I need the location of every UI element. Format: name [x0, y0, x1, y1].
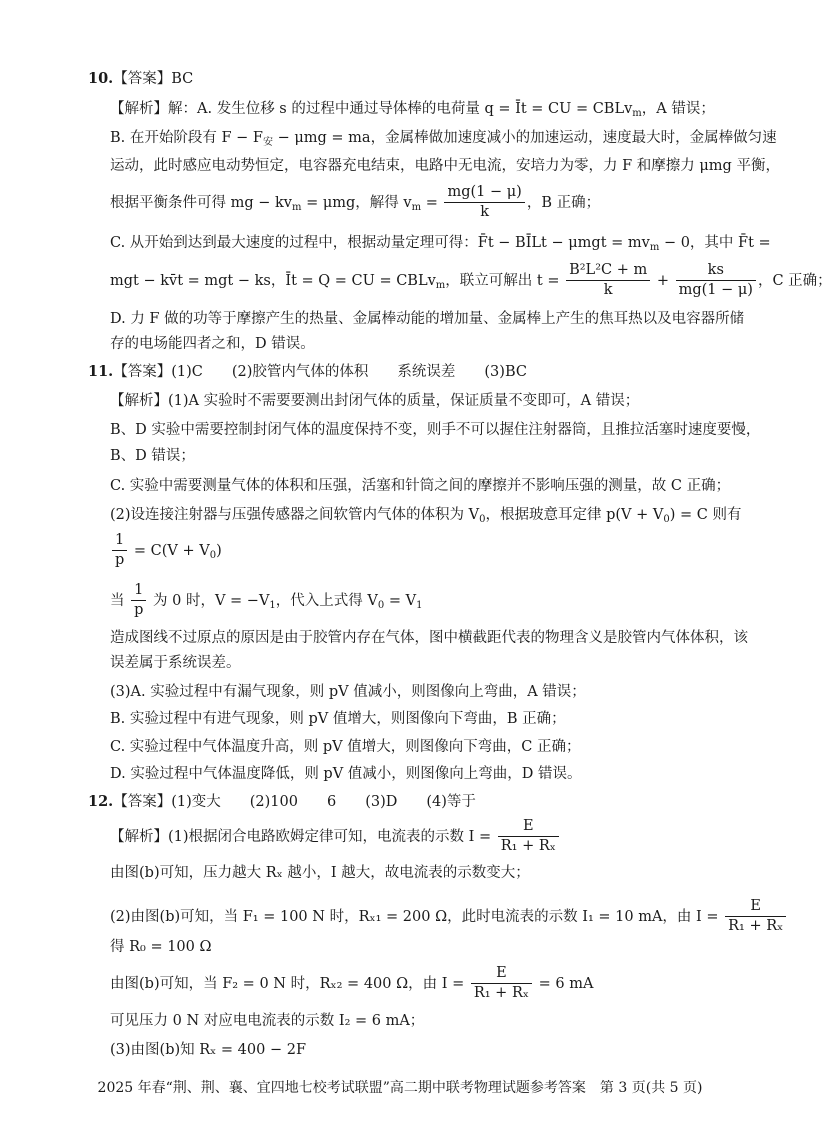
text: B. 实验过程中有进气现象，则 pV 值增大，则图像向下弯曲，B 正确；: [110, 711, 566, 727]
subscript: 1: [416, 599, 423, 611]
q11-analysis-line-6: [110, 532, 222, 570]
denominator: k: [603, 282, 613, 299]
text: mgt − kv̄t = mgt − ks，Īt = Q = CU = CBLv: [110, 272, 436, 289]
fraction: [131, 582, 146, 620]
q11-analysis-line-9: [110, 656, 241, 671]
numerator: E: [471, 965, 532, 984]
q12-analysis-line-1: [110, 818, 561, 856]
text: = μmg，解得 v: [301, 194, 412, 211]
text: =: [421, 194, 443, 211]
q11-analysis-line-8: [110, 631, 748, 646]
text: C. 实验中需要测量气体的体积和压强，活塞和针筒之间的摩擦并不影响压强的测量，故 C 正确；: [110, 478, 731, 494]
q11-analysis-line-1: [110, 394, 639, 409]
q11-analysis-line-12: [110, 740, 580, 755]
numerator: B²L²C + m: [566, 262, 650, 281]
text: ，B 正确；: [526, 194, 601, 211]
text: = V: [384, 592, 417, 609]
text: 存的电场能四者之和，D 错误。: [110, 336, 315, 352]
text: 运动，此时感应电动势恒定，电容器充电结束，电路中无电流，安培力为零，力 F 和摩擦力 μmg 平衡，: [110, 158, 780, 174]
text: ) = C 则有: [669, 507, 742, 523]
text: B. 在开始阶段有 F − F: [110, 130, 263, 146]
text: (3)A. 实验过程中有漏气现象，则 pV 值减小，则图像向上弯曲，A 错误；: [110, 684, 586, 700]
text: ，根据玻意耳定律 p(V + V: [485, 507, 664, 523]
text: C. 从开始到达到最大速度的过程中，根据动量定理可得：F̄t − BĪLt − μmgt = mv: [110, 235, 650, 251]
fraction: [112, 532, 127, 570]
q11-answer-line: [88, 365, 527, 380]
q12-number: 12.: [88, 793, 114, 810]
q10-analysis-line-6: [110, 262, 832, 300]
text: = 6 mA: [534, 975, 594, 992]
text: (2)设连接注射器与压强传感器之间软管内气体的体积为 V: [110, 507, 480, 523]
text: 【解析】(1)A 实验时不需要要测出封闭气体的质量，保证质量不变即可，A 错误；: [110, 393, 640, 409]
subscript: 0: [479, 514, 486, 525]
fraction: [471, 965, 532, 1003]
text: +: [652, 272, 674, 289]
q11-analysis-line-11: [110, 712, 566, 727]
text: − μmg = ma，金属棒做加速度减小的加速运动，速度最大时，金属棒做匀速: [272, 130, 777, 146]
q11-analysis-line-4: [110, 479, 730, 494]
q12-answer-line: [88, 795, 476, 810]
subscript: 0: [663, 514, 670, 525]
text: 造成图线不过原点的原因是由于胶管内存在气体，图中横截距代表的物理含义是胶管内气体体积，该: [110, 630, 748, 646]
q11-analysis-line-7: [110, 582, 422, 620]
q11-number: 11.: [88, 363, 114, 380]
subscript: 1: [269, 599, 276, 611]
fraction: [444, 184, 524, 222]
text: 【解析】(1)根据闭合电路欧姆定律可知，电流表的示数 I =: [110, 828, 496, 845]
text: D. 实验过程中气体温度降低，则 pV 值减小，则图像向上弯曲，D 错误。: [110, 766, 582, 782]
q11-answer: 【答案】(1)C (2)胶管内气体的体积 系统误差 (3)BC: [113, 364, 527, 380]
text: 为 0 时，V = −V: [148, 592, 270, 609]
denominator: R₁ + Rₓ: [473, 985, 530, 1002]
q10-answer-line: [88, 72, 193, 87]
text: = C(V + V: [129, 542, 210, 559]
subscript: m: [411, 201, 422, 213]
denominator: p: [134, 602, 144, 619]
q10-analysis-line-5: [110, 236, 771, 251]
q10-analysis-line-3: [110, 159, 780, 174]
denominator: k: [480, 204, 490, 221]
numerator: 1: [131, 582, 146, 601]
subscript: m: [292, 201, 302, 213]
denominator: R₁ + Rₓ: [500, 838, 556, 855]
text: ): [216, 542, 222, 559]
page-footer: 2025 年春“荆、荆、襄、宜四地七校考试联盟”高二期中联考物理试题参考答案 第 3 页(共 5 页): [97, 1080, 703, 1096]
q12-answer: 【答案】(1)变大 (2)100 6 (3)D (4)等于: [113, 794, 476, 810]
subscript: 0: [209, 549, 217, 561]
denominator: p: [115, 552, 125, 569]
q12-analysis-line-2: [110, 866, 530, 881]
text: 由图(b)可知，压力越大 Rₓ 越小，I 越大，故电流表的示数变大；: [110, 865, 530, 881]
text: ，代入上式得 V: [275, 592, 378, 609]
numerator: E: [498, 818, 559, 837]
q12-analysis-line-3: [110, 898, 788, 936]
q10-analysis-line-7: [110, 312, 744, 327]
q11-analysis-line-5: [110, 508, 741, 523]
subscript: m: [632, 108, 642, 119]
numerator: 1: [112, 532, 127, 551]
q10-analysis-line-4: [110, 184, 600, 222]
q10-analysis-line-1: [110, 102, 715, 117]
text: ，A 错误；: [641, 101, 715, 117]
text: 根据平衡条件可得 mg − kv: [110, 194, 292, 211]
numerator: ks: [676, 262, 756, 281]
q10-analysis-line-8: [110, 337, 315, 352]
denominator: mg(1 − μ): [678, 282, 753, 299]
q12-analysis-line-7: [110, 1043, 306, 1058]
text: B、D 实验中需要控制封闭气体的温度保持不变，则手不可以握住注射器筒，且推拉活塞时速度要慢，: [110, 422, 761, 438]
text: B、D 错误；: [110, 448, 195, 464]
q10-analysis-line-2: [110, 131, 777, 146]
fraction: [498, 818, 559, 856]
text: D. 力 F 做的功等于摩擦产生的热量、金属棒动能的增加量、金属棒上产生的焦耳热以及电容器所储: [110, 311, 745, 327]
q11-analysis-line-3: [110, 449, 195, 464]
text: 误差属于系统误差。: [110, 655, 241, 671]
subscript: m: [435, 279, 446, 291]
numerator: mg(1 − μ): [444, 184, 524, 203]
text: 【解析】解：A. 发生位移 s 的过程中通过导体棒的电荷量 q = Īt = CU = CBLv: [110, 101, 633, 117]
text: − 0，其中 F̄t =: [659, 235, 771, 251]
q12-analysis-line-5: [110, 965, 593, 1003]
text: (3)由图(b)知 Rₓ = 400 − 2F: [110, 1042, 307, 1058]
numerator: E: [725, 898, 786, 917]
fraction: [676, 262, 756, 300]
q11-analysis-line-13: [110, 767, 582, 782]
text: C. 实验过程中气体温度升高，则 pV 值增大，则图像向下弯曲，C 正确；: [110, 739, 581, 755]
text: ，C 正确；: [757, 272, 832, 289]
q11-analysis-line-10: [110, 685, 586, 700]
subscript: m: [649, 242, 660, 253]
fraction: [725, 898, 786, 936]
q10-number: 10.: [88, 70, 114, 87]
text: 当: [110, 592, 130, 609]
denominator: R₁ + Rₓ: [728, 918, 784, 935]
subscript: 安: [262, 137, 273, 148]
q12-analysis-line-4: [110, 940, 212, 955]
q12-analysis-line-6: [110, 1014, 424, 1029]
text: ，联立可解出 t =: [445, 272, 565, 289]
text: (2)由图(b)可知，当 F₁ = 100 N 时，Rₓ₁ = 200 Ω，此时电流表的示数 I₁ = 10 mA，由 I =: [110, 908, 724, 925]
q11-analysis-line-2: [110, 423, 760, 438]
text: 得 R₀ = 100 Ω: [110, 939, 212, 955]
fraction: [566, 262, 650, 300]
text: 由图(b)可知，当 F₂ = 0 N 时，Rₓ₂ = 400 Ω，由 I =: [110, 975, 469, 992]
text: 可见压力 0 N 对应电电流表的示数 I₂ = 6 mA；: [110, 1013, 425, 1029]
subscript: 0: [377, 599, 385, 611]
q10-answer: 【答案】BC: [113, 71, 194, 87]
